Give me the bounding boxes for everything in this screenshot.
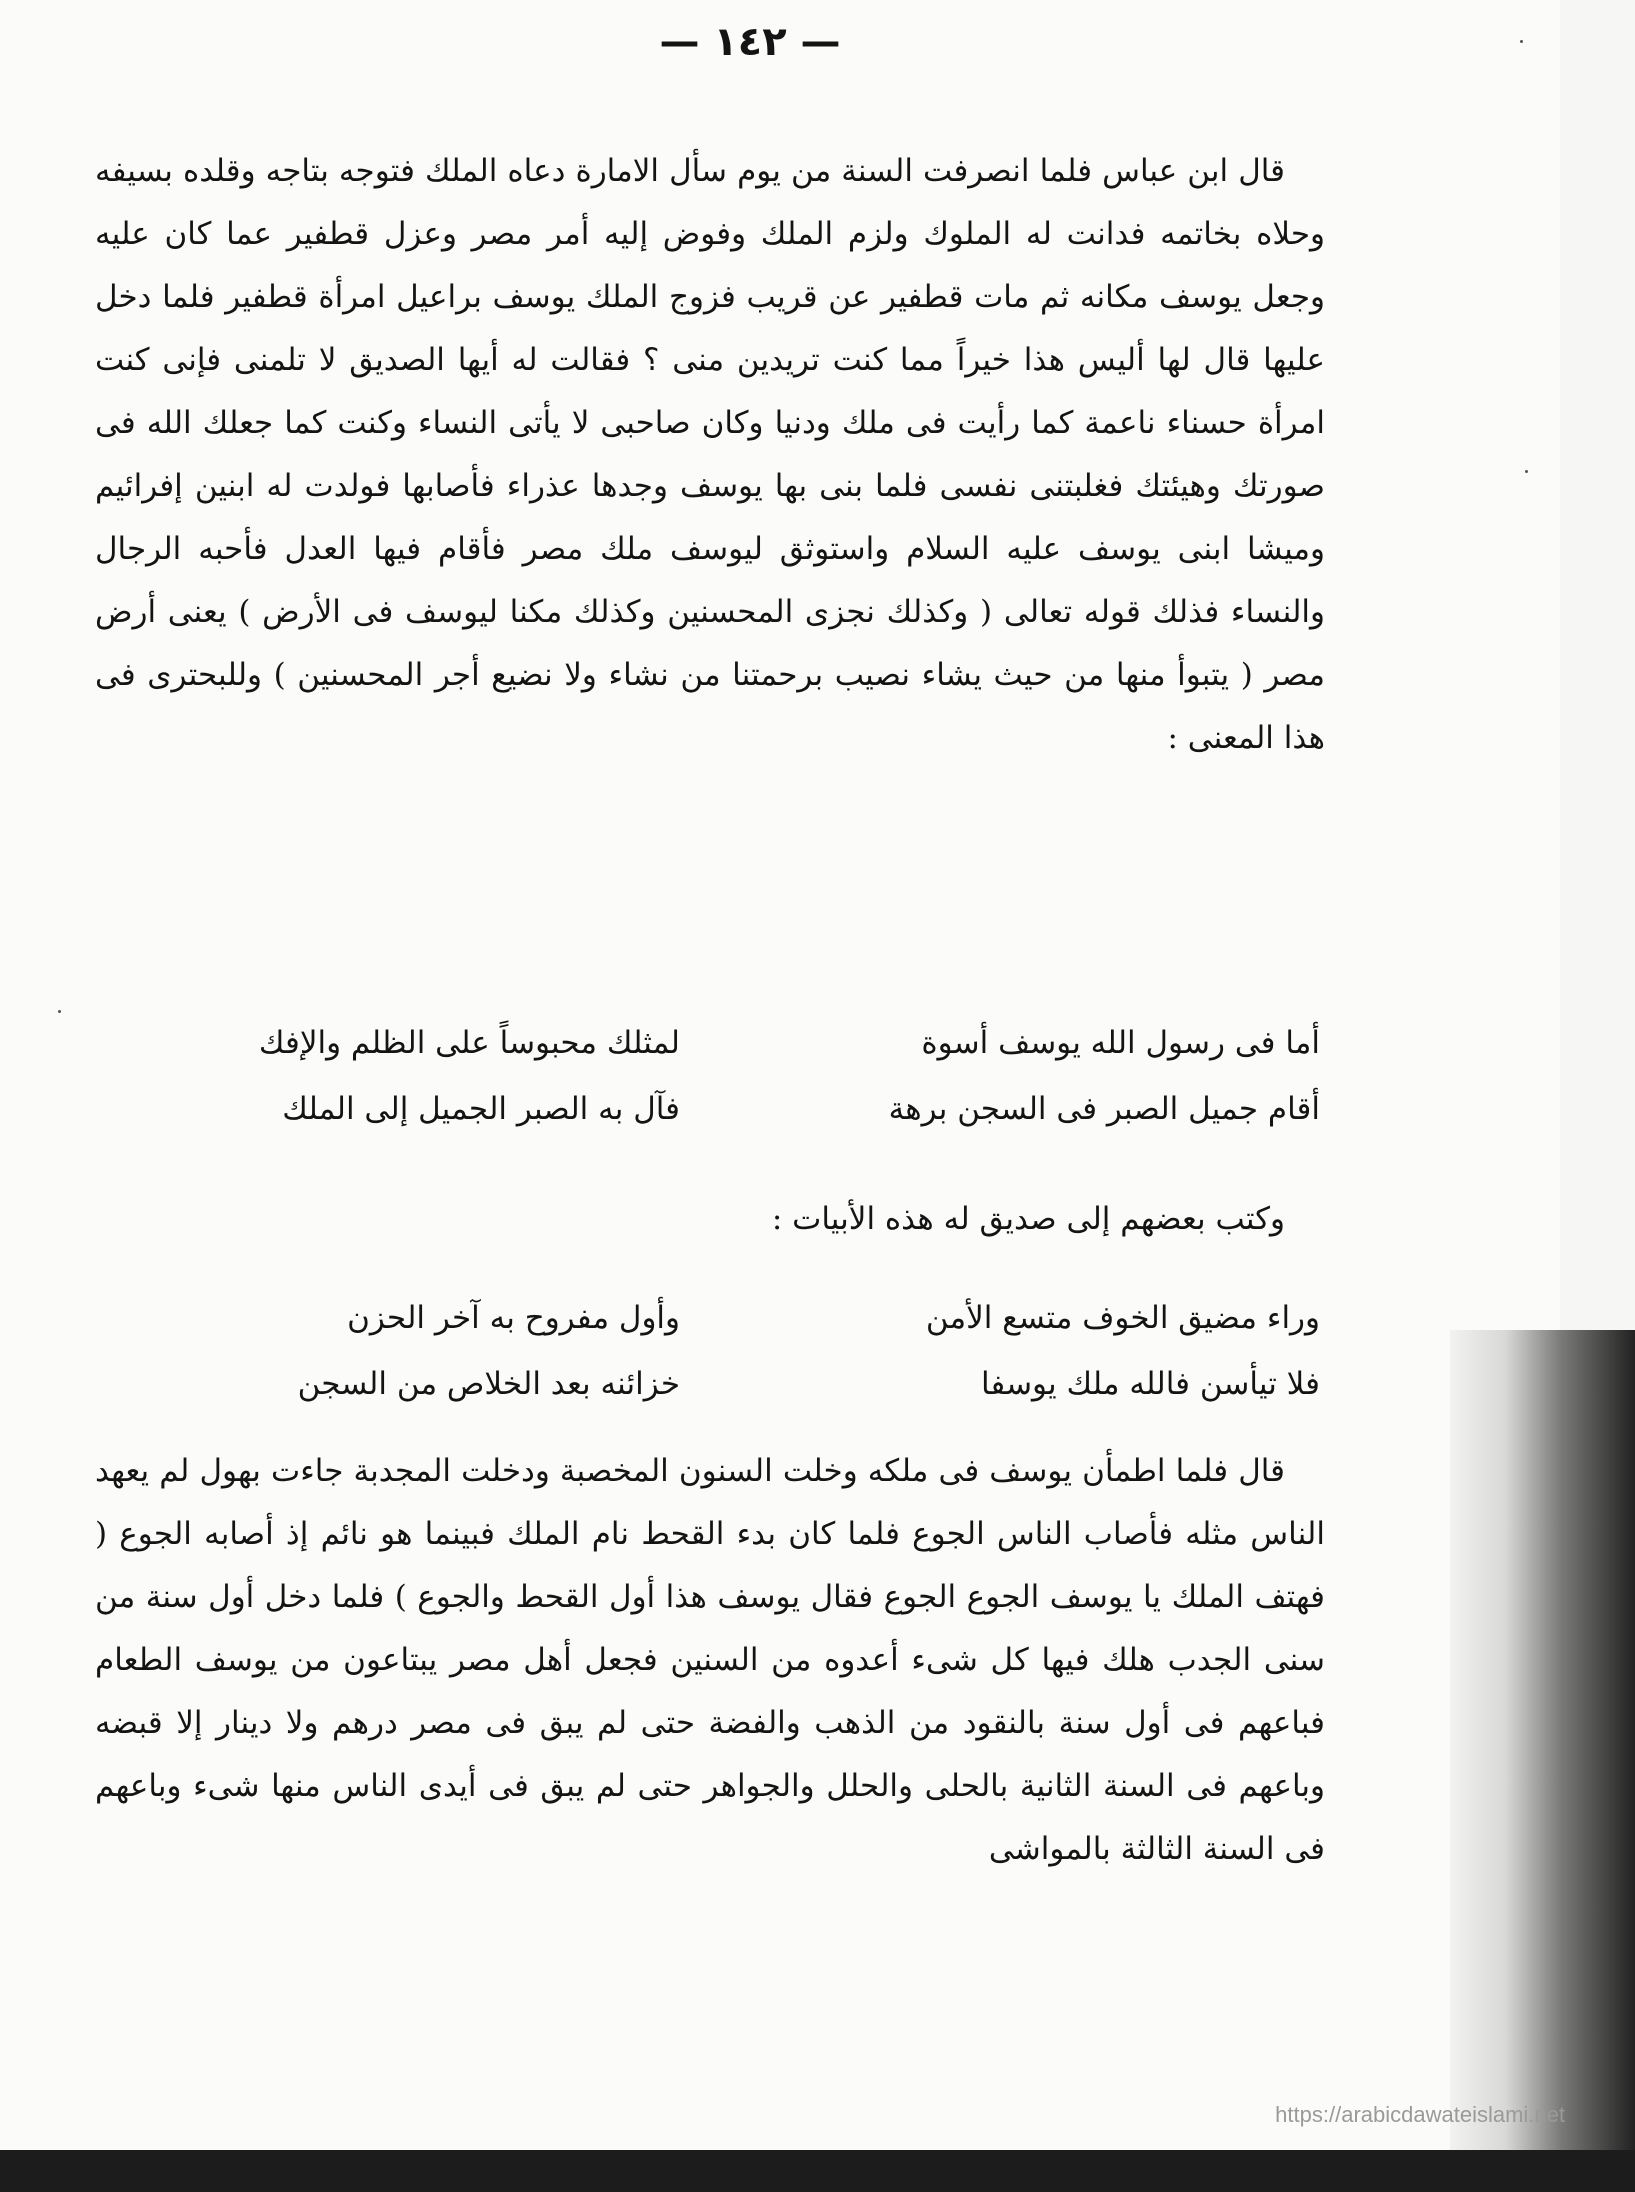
poem-2 (160, 1285, 1320, 1417)
paragraph-1 (95, 140, 1325, 770)
poem-verse (160, 1010, 1320, 1076)
verse-second-hemistich: فآل به الصبر الجميل إلى الملك (282, 1091, 680, 1127)
poem-verse (160, 1351, 1320, 1417)
paragraph-text: قال ابن عباس فلما انصرفت السنة من يوم سأل الامارة دعاه الملك فتوجه بتاجه وقلده بسيفه وحلاه بخاتمه فدانت له الملوك ولزم الملك وفوض إليه أمر مصر وعزل قطفير عما كان عليه وجعل يوسف مكانه ثم مات قطفير عن قريب فزوج الملك يوسف براعيل امرأة قطفير فلما دخل عليها قال لها أليس هذا خيراً مما كنت تريدين منى ؟ فقالت له أيها الصديق لا تلمنى فإنى كنت امرأة حسناء ناعمة كما رأيت فى ملك ودنيا وكان صاحبى لا يأتى النساء وكنت كما جعلك الله فى صورتك وهيئتك فغلبتنى نفسى فلما بنى بها يوسف وجدها عذراء فأصابها فولدت له ابنين إفرائيم وميشا ابنى يوسف عليه السلام واستوثق ليوسف ملك مصر فأقام فيها العدل فأحبه الرجال والنساء فذلك قوله تعالى ( وكذلك نجزى المحسنين وكذلك مكنا ليوسف فى الأرض ) يعنى أرض مصر ( يتبوأ منها من حيث يشاء نصيب برحمتنا من نشاء ولا نضيع أجر المحسنين ) وللبحترى فى هذا المعنى : (95, 153, 1325, 756)
page-edge-shadow (1450, 1330, 1635, 2192)
verse-first-hemistich: أما فى رسول الله يوسف أسوة (921, 1025, 1320, 1061)
verse-second-hemistich: لمثلك محبوساً على الظلم والإفك (258, 1025, 680, 1061)
verse-second-hemistich: وأول مفروح به آخر الحزن (347, 1300, 680, 1336)
paragraph-2 (95, 1188, 1325, 1251)
verse-first-hemistich: أقام جميل الصبر فى السجن برهة (888, 1091, 1320, 1127)
scan-speck (1525, 470, 1528, 473)
verse-first-hemistich: فلا تيأسن فالله ملك يوسفا (980, 1366, 1320, 1402)
verse-second-hemistich: خزائنه بعد الخلاص من السجن (297, 1366, 680, 1402)
page-number: — ١٤٢ — (659, 19, 841, 65)
poem-verse (160, 1076, 1320, 1142)
paragraph-3 (95, 1440, 1325, 1881)
scan-speck (58, 1010, 61, 1013)
poem-verse (160, 1285, 1320, 1351)
paragraph-text: وكتب بعضهم إلى صديق له هذه الأبيات : (771, 1201, 1285, 1237)
watermark-url: https://arabicdawateislami.net (1275, 2102, 1565, 2127)
scan-bottom-border (0, 2150, 1635, 2192)
poem-1 (160, 1010, 1320, 1142)
scan-speck (1520, 40, 1523, 43)
verse-first-hemistich: وراء مضيق الخوف متسع الأمن (925, 1300, 1320, 1336)
paragraph-text: قال فلما اطمأن يوسف فى ملكه وخلت السنون المخصبة ودخلت المجدبة جاءت بهول لم يعهد الناس مثله فأصاب الناس الجوع فلما كان بدء القحط نام الملك فبينما هو نائم إذ أصابه الجوع ( فهتف الملك يا يوسف الجوع الجوع فقال يوسف هذا أول القحط والجوع ) فلما دخل أول سنة من سنى الجدب هلك فيها كل شىء أعدوه من السنين فجعل أهل مصر يبتاعون من يوسف الطعام فباعهم فى أول سنة بالنقود من الذهب والفضة حتى لم يبق فى مصر درهم ولا دينار إلا قبضه وباعهم فى السنة الثانية بالحلى والحلل والجواهر حتى لم يبق فى أيدى الناس منها شىء وباعهم فى السنة الثالثة بالمواشى (95, 1453, 1325, 1867)
